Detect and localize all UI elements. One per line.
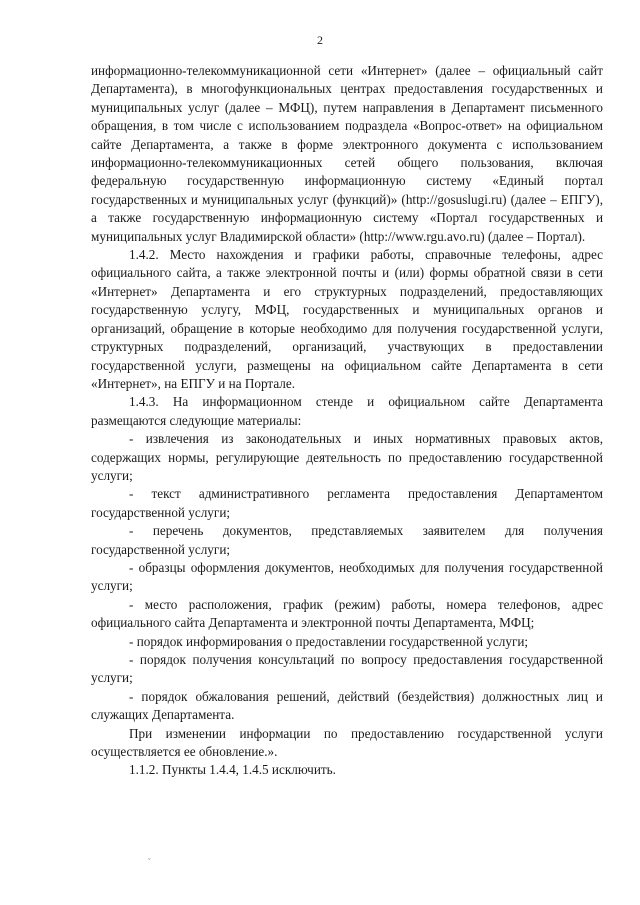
paragraph-1-4-2: 1.4.2. Место нахождения и графики работы, справочные телефоны, адрес официального сайта, а также электронной почты и (или) формы обратной связи в сети «Интернет» Департамента и его структурных подразделений, предоставляющих государственную услугу, МФЦ, государственных и муниципальных органов и организаций, обращение в которые необходимо для получения государственной услуги, структурных подразделений, организаций, участвующих в предоставлении государственной услуги, размещены на официальном сайте Департамента в сети «Интернет», на ЕПГУ и на Портале. — [91, 247, 603, 391]
list-item: - порядок получения консультаций по вопросу предоставления государственной услуги; — [91, 652, 603, 686]
document-body — [91, 62, 603, 780]
paragraph-update-note: При изменении информации по предоставлению государственной услуги осуществляется ее обновление.». — [91, 725, 603, 760]
list-item: - порядок информирования о предоставлении государственной услуги; — [129, 633, 529, 649]
scan-artifact: ˇ — [148, 857, 151, 866]
paragraph-1-1-2: 1.1.2. Пункты 1.4.4, 1.4.5 исключить. — [129, 762, 336, 778]
page-number: 2 — [317, 33, 323, 47]
paragraph-1-4-3: 1.4.3. На информационном стенде и официальном сайте Департамента размещаются следующие материалы: — [91, 394, 603, 428]
list-item: - порядок обжалования решений, действий (бездействия) должностных лиц и служащих Департамента. — [91, 688, 603, 723]
paragraph-continuation: информационно-телекоммуникационной сети «Интернет» (далее – официальный сайт Департамента), в многофункциональных центрах предоставления государственных и муниципальных услуг (далее – МФЦ), путем направления в Департамент письменного обращения, в том числе с использованием подраздела «Вопрос-ответ» на официальном сайте Департамента, а также в форме электронного документа с использованием информационно-телекоммуникационных сетей общего пользования, включая федеральную государственную информационную систему «Единый портал государственных и муниципальных услуг (функций)» (http://gosuslugi.ru) (далее – ЕПГУ), а также государственную информационную систему «Портал государственных и муниципальных услуг Владимирской области» (http://www.rgu.avo.ru) (далее – Портал). — [91, 63, 603, 244]
list-item: - извлечения из законодательных и иных нормативных правовых актов, содержащих нормы, регулирующие деятельность по предоставлению государственной услуги; — [91, 431, 603, 483]
list-item: - образцы оформления документов, необходимых для получения государственной услуги; — [91, 559, 603, 594]
list-item: - текст административного регламента предоставления Департаментом государственной услуги; — [91, 486, 603, 520]
list-item: - перечень документов, представляемых заявителем для получения государственной услуги; — [91, 523, 603, 557]
list-item: - место расположения, график (режим) работы, номера телефонов, адрес официального сайта Департамента и электронной почты Департамента, МФЦ; — [91, 596, 603, 631]
